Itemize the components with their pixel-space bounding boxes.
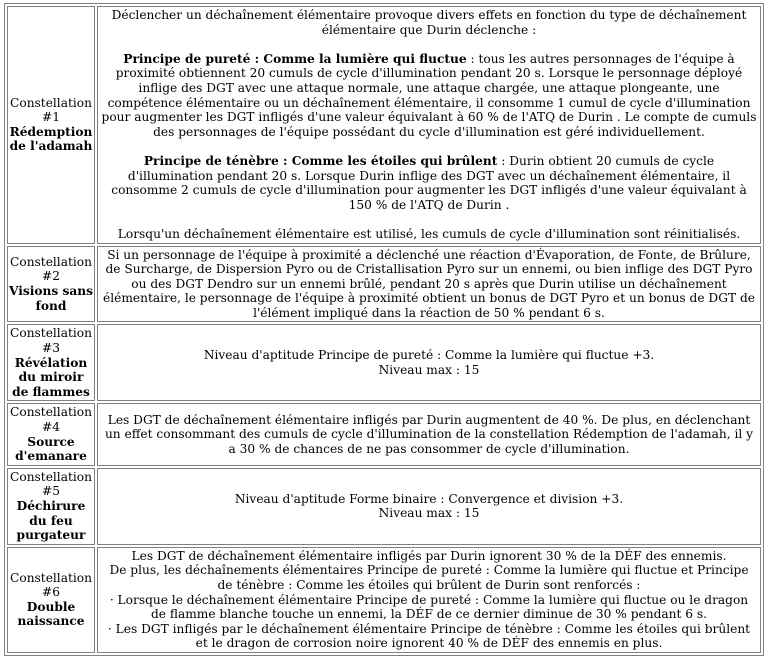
ability-text: : Durin obtient 20 cumuls de cycle d'illumination pendant 20 s. Lorsque Durin inflige des DGT avec un déchaînement élémentaire, il consomme 2 cumuls de cycle d'illumination pour augmenter les DGT infligés d'une valeur équivalant à 150 % de l'ATQ de Durin . <box>111 153 747 212</box>
description-outro: Lorsqu'un déchaînement élémentaire est utilisé, les cumuls de cycle d'illumination sont réinitialisés. <box>117 226 741 241</box>
description-line: Niveau max : 15 <box>378 506 480 521</box>
table-row <box>7 6 761 244</box>
description-line: Niveau max : 15 <box>378 362 480 377</box>
constellation-name: Visions sans fond <box>9 283 93 313</box>
constellation-description <box>97 468 761 545</box>
constellation-word: Constellation <box>10 570 92 585</box>
description-line: Niveau d'aptitude Forme binaire : Convergence et division +3. <box>234 491 624 506</box>
constellation-word: Constellation <box>10 469 92 484</box>
constellation-number: #1 <box>42 110 60 125</box>
table-row <box>7 468 761 545</box>
constellation-name: Révélation du miroir de flammes <box>12 355 90 399</box>
description-text: Si un personnage de l'équipe à proximité a déclenché une réaction d'Évaporation, de Fonte, de Brûlure, de Surcharge, de Dispersion Pyro ou de Cristallisation Pyro sur un ennemi, ou bien inflige des DGT Pyro ou des DGT Dendro sur un ennemi brûlé, pendant 20 s après que Durin utilise un déchaînement élémentaire, le personnage de l'équipe à proximité obtient un bonus de DGT Pyro et un bonus de DGT de l'élément impliqué dans la réaction de 50 % pendant 6 s. <box>103 247 755 320</box>
constellation-number: #2 <box>42 269 60 284</box>
ability-text: : tous les autres personnages de l'équipe à proximité obtiennent 20 cumuls de cycle d'illumination pendant 20 s. Lorsque le personnage déployé inflige des DGT avec une attaque normale, une attaque chargée, une attaque plongeante, une compétence élémentaire ou un déchaînement élémentaire, il consomme 1 cumul de cycle d'illumination pour augmenter les DGT infligés d'une valeur équivalant à 60 % de l'ATQ de Durin . Le compte de cumuls des personnages de l'équipe possédant du cycle d'illumination est géré individuellement. <box>101 51 757 139</box>
constellation-name: Source d'emanare <box>15 434 87 464</box>
description-line: De plus, les déchaînements élémentaires Principe de pureté : Comme la lumière qui fluctue et Principe de ténèbre : Comme les étoiles qui brûlent de Durin sont renforcés : <box>109 563 749 592</box>
constellation-number: #6 <box>42 585 60 600</box>
constellation-name: Déchirure du feu purgateur <box>16 499 86 543</box>
constellation-label-cell <box>7 403 95 465</box>
constellation-description <box>97 403 761 465</box>
description-line: · Les DGT infligés par le déchaînement élémentaire Principe de ténèbre : Comme les étoiles qui brûlent et le dragon de corrosion noire ignorent 40 % de DÉF des ennemis en plus. <box>107 621 751 651</box>
description-text: Les DGT de déchaînement élémentaire infligés par Durin augmentent de 40 %. De plus, en déclenchant un effet consommant des cumuls de cycle d'illumination de la constellation Rédemption de l'adamah, il y a 30 % de chances de ne pas consommer de cycle d'illumination. <box>104 412 754 456</box>
constellation-number: #4 <box>42 420 60 435</box>
constellation-description <box>97 6 761 244</box>
description-line: Les DGT de déchaînement élémentaire infligés par Durin ignorent 30 % de la DÉF des ennemis. <box>131 548 727 563</box>
constellation-label-cell <box>7 6 95 244</box>
constellation-word: Constellation <box>10 95 92 110</box>
constellation-name: Double naissance <box>17 599 85 629</box>
constellation-label-cell <box>7 324 95 401</box>
constellation-word: Constellation <box>10 326 92 341</box>
constellation-label-cell <box>7 547 95 653</box>
table-row <box>7 547 761 653</box>
constellation-label-cell <box>7 246 95 323</box>
constellation-name: Rédemption de l'adamah <box>9 124 93 154</box>
constellation-word: Constellation <box>10 254 92 269</box>
description-paragraph <box>101 52 757 140</box>
description-line: · Lorsque le déchaînement élémentaire Principe de pureté : Comme la lumière qui fluctue ou le dragon de flamme blanche touche un ennemi, la DÉF de ce dernier diminue de 30 % pendant 6 s. <box>109 592 749 622</box>
constellation-description <box>97 246 761 323</box>
description-intro: Déclencher un déchaînement élémentaire provoque divers effets en fonction du type de déchaînement élémentaire que Durin déclenche : <box>111 8 747 37</box>
constellation-table <box>4 3 764 656</box>
table-row <box>7 246 761 323</box>
constellation-label-cell <box>7 468 95 545</box>
ability-title: Principe de ténèbre : Comme les étoiles qui brûlent <box>143 153 498 168</box>
constellation-word: Constellation <box>10 405 92 420</box>
constellation-description <box>97 324 761 401</box>
constellation-number: #3 <box>42 341 60 356</box>
constellation-description <box>97 547 761 653</box>
table-row <box>7 324 761 401</box>
ability-title: Principe de pureté : Comme la lumière qui fluctue <box>123 51 467 66</box>
table-row <box>7 403 761 465</box>
description-paragraph <box>101 154 757 212</box>
constellation-number: #5 <box>42 484 60 499</box>
description-line: Niveau d'aptitude Principe de pureté : Comme la lumière qui fluctue +3. <box>203 348 655 363</box>
